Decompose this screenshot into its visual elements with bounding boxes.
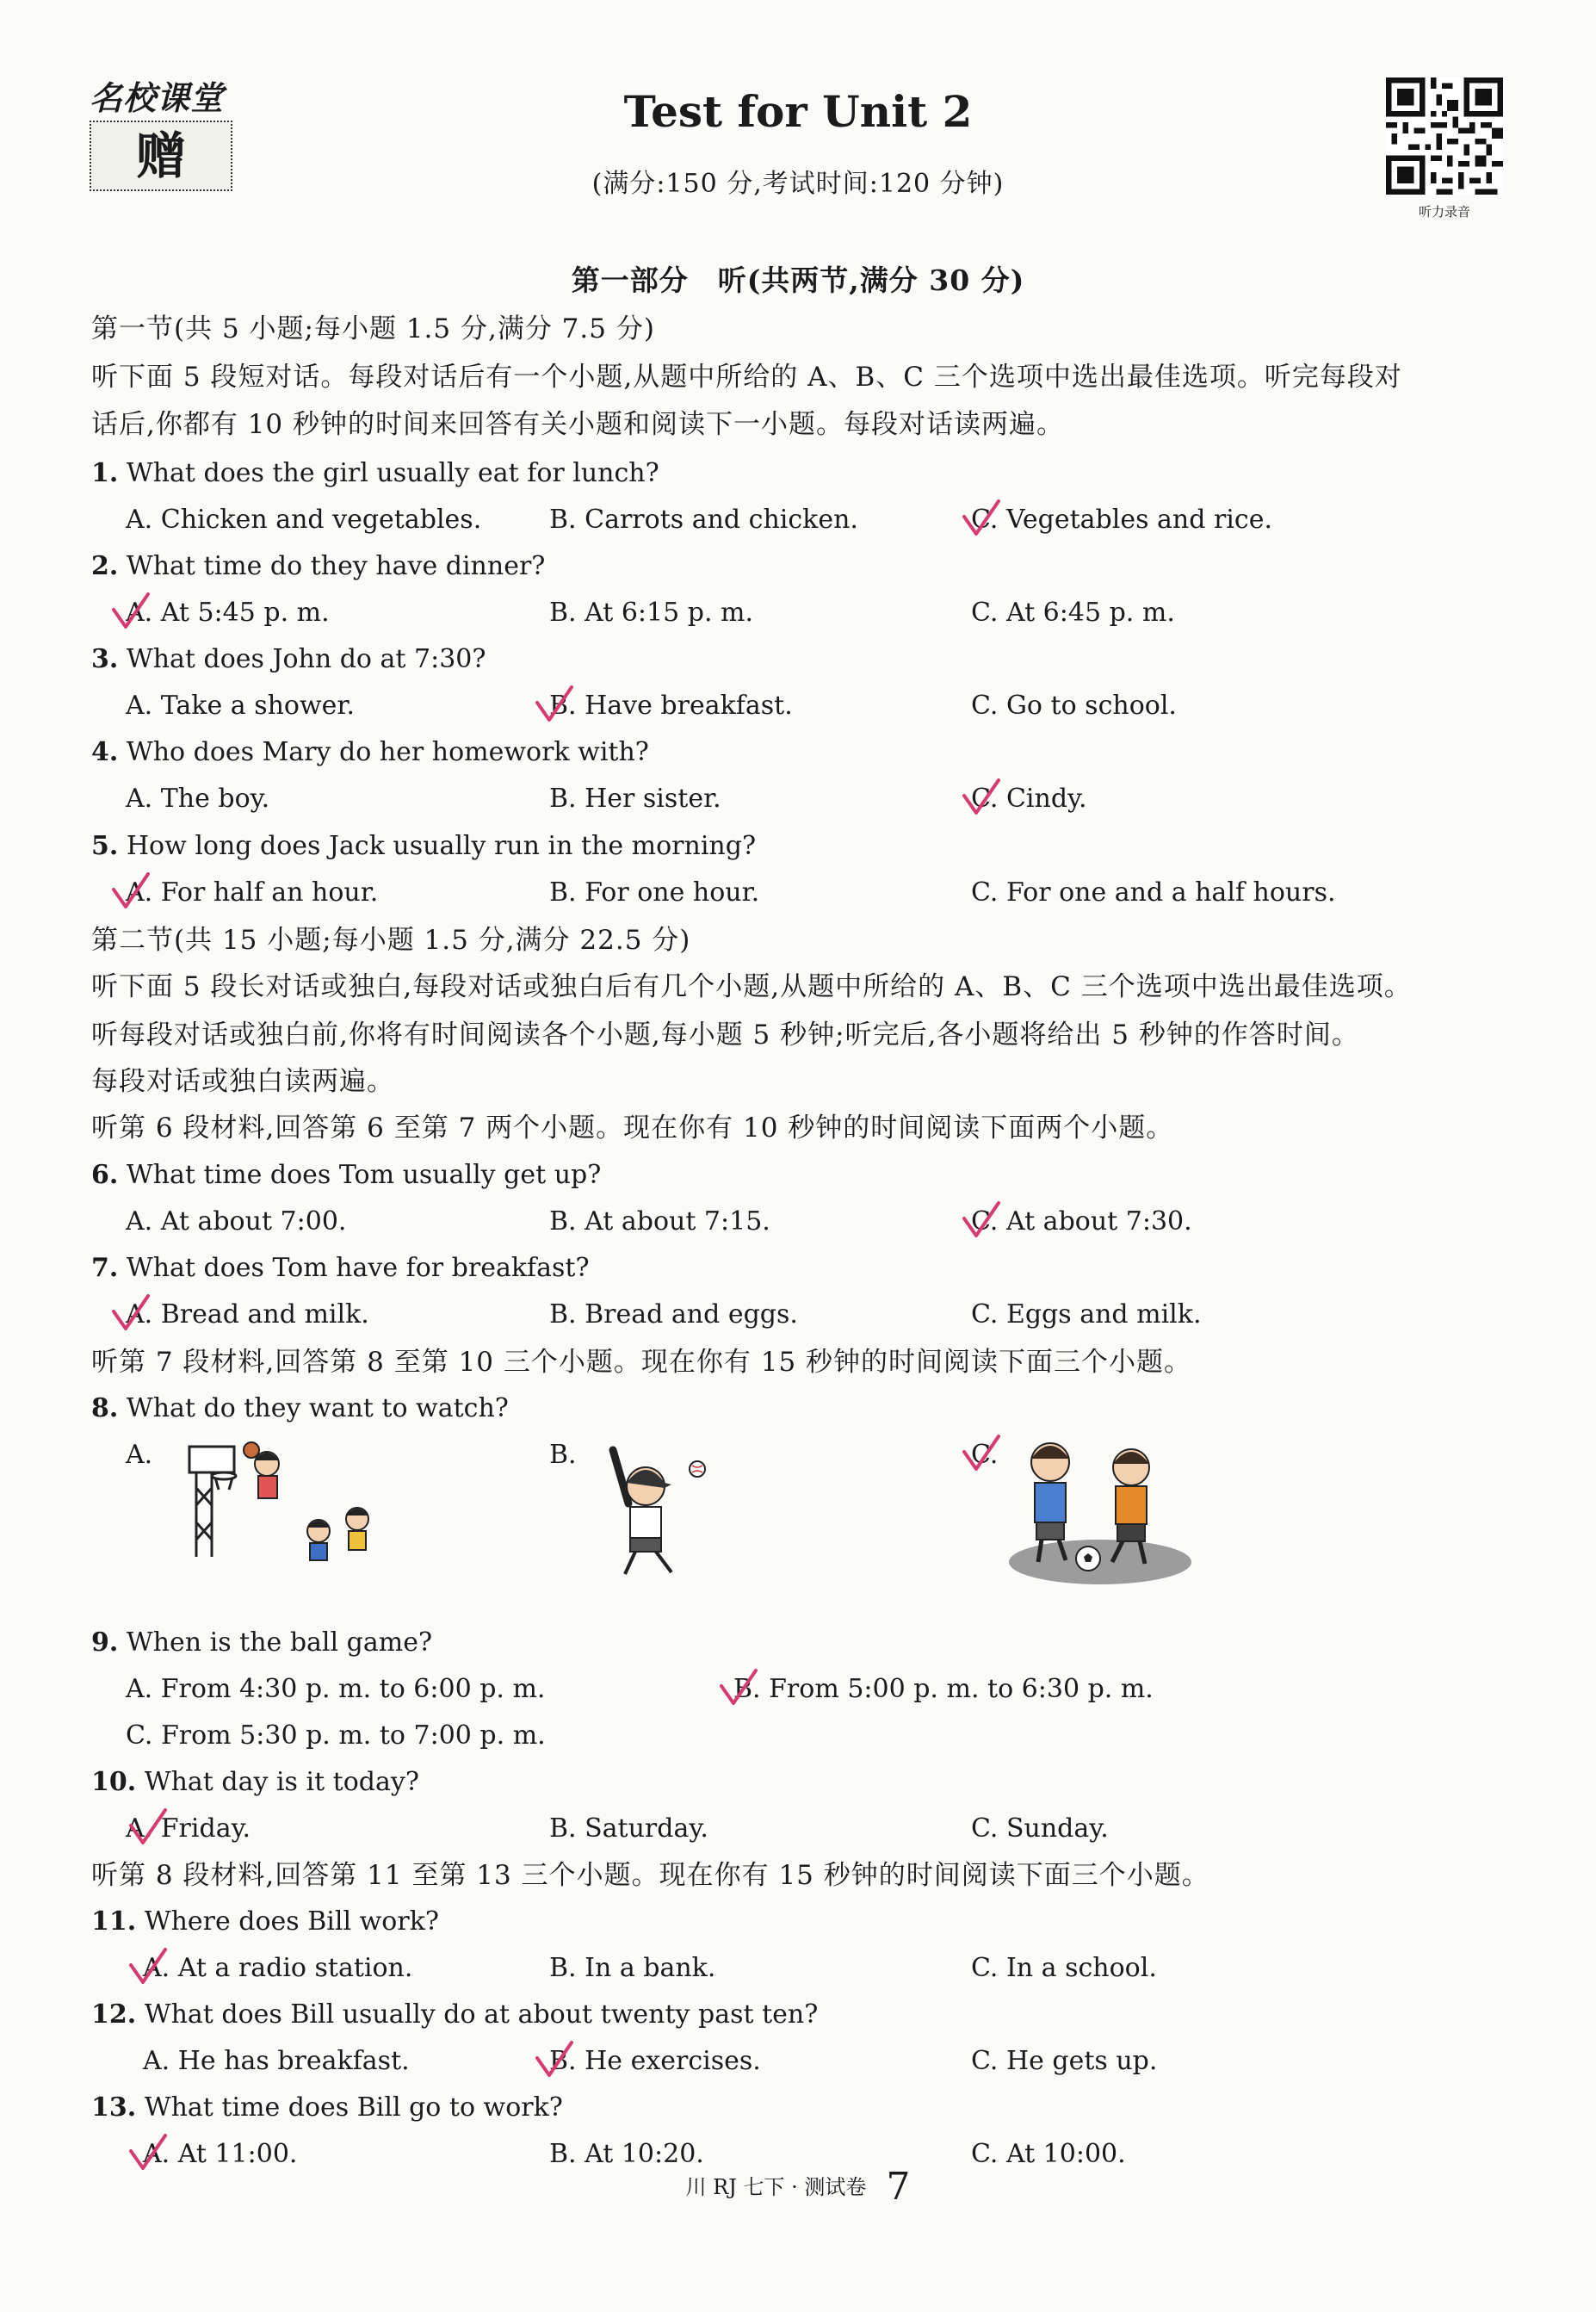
check-mark-icon [110,871,152,912]
material-7-intro: 听第 7 段材料,回答第 8 至第 10 三个小题。现在你有 15 秒钟的时间阅读下面三个小题。 [91,1347,1192,1378]
check-mark-icon [961,1199,1002,1241]
question-2: 2. What time do they have dinner? [91,551,546,581]
q5-option-c[interactable]: C. For one and a half hours. [971,877,1336,908]
check-mark-icon [127,1807,169,1848]
q12-option-b[interactable]: B. He exercises. [549,2046,761,2076]
question-7: 7. What does Tom have for breakfast? [91,1253,590,1283]
q2-option-b[interactable]: B. At 6:15 p. m. [549,598,754,628]
q6-option-c[interactable]: C. At about 7:30. [971,1206,1192,1237]
question-10: 10. What day is it today? [91,1767,419,1797]
q8-option-b[interactable]: B. [549,1440,577,1470]
footer-label: 川 RJ 七下 · 测试卷 [685,2175,867,2199]
check-mark-icon [534,2039,575,2080]
q13-option-c[interactable]: C. At 10:00. [971,2139,1126,2169]
q8-option-a[interactable]: A. [126,1440,153,1470]
q7-option-c[interactable]: C. Eggs and milk. [971,1299,1202,1330]
question-8: 8. What do they want to watch? [91,1393,509,1423]
q9-option-b[interactable]: B. From 5:00 p. m. to 6:30 p. m. [733,1674,1154,1704]
qr-code[interactable] [1386,77,1503,195]
page-title: Test for Unit 2 [623,86,973,137]
check-mark-icon [961,777,1002,818]
material-6-intro: 听第 6 段材料,回答第 6 至第 7 两个小题。现在你有 10 秒钟的时间阅读下面两个小题。 [91,1113,1174,1144]
q1-option-a[interactable]: A. Chicken and vegetables. [126,505,482,535]
page-footer [0,2165,1596,2209]
q8-option-c[interactable]: C. [971,1440,999,1470]
logo-top: 名校课堂 [90,79,225,117]
q11-option-c[interactable]: C. In a school. [971,1953,1157,1983]
q5-option-b[interactable]: B. For one hour. [549,877,760,908]
check-mark-icon [110,1292,152,1334]
question-13: 13. What time does Bill go to work? [91,2092,563,2123]
part1-heading: 第一部分 听(共两节,满分 30 分) [571,263,1025,297]
check-mark-icon [534,684,575,725]
q11-option-a[interactable]: A. At a radio station. [143,1953,413,1983]
page-subtitle: (满分:150 分,考试时间:120 分钟) [591,169,1005,199]
question-4: 4. Who does Mary do her homework with? [91,737,649,767]
q2-option-c[interactable]: C. At 6:45 p. m. [971,598,1175,628]
check-mark-icon [127,2132,169,2173]
check-mark-icon [127,1946,169,1987]
check-mark-icon [110,591,152,632]
q1-option-c[interactable]: C. Vegetables and rice. [971,505,1272,535]
q4-option-a[interactable]: A. The boy. [126,784,270,814]
q7-option-b[interactable]: B. Bread and eggs. [549,1299,798,1330]
q10-option-a[interactable]: A. Friday. [126,1813,251,1844]
page-number: 7 [886,2165,911,2209]
q2-option-a[interactable]: A. At 5:45 p. m. [126,598,330,628]
section2-heading: 第二节(共 15 小题;每小题 1.5 分,满分 22.5 分) [91,925,691,956]
q10-option-c[interactable]: C. Sunday. [971,1813,1109,1844]
basketball-illustration[interactable] [181,1436,379,1565]
q3-option-b[interactable]: B. Have breakfast. [549,691,793,721]
section1-instructions-line2: 话后,你都有 10 秒钟的时间来回答有关小题和阅读下一小题。每段对话读两遍。 [91,409,1065,440]
q7-option-a[interactable]: A. Bread and milk. [126,1299,369,1330]
qr-caption: 听力录音 [1418,204,1470,220]
q4-option-b[interactable]: B. Her sister. [549,784,721,814]
check-mark-icon [718,1667,759,1708]
q12-option-a[interactable]: A. He has breakfast. [143,2046,410,2076]
section1-instructions-line1: 听下面 5 段短对话。每段对话后有一个小题,从题中所给的 A、B、C 三个选项中选出最佳选项。听完每段对 [91,362,1402,393]
q3-option-c[interactable]: C. Go to school. [971,691,1177,721]
q13-option-a[interactable]: A. At 11:00. [143,2139,298,2169]
question-6: 6. What time does Tom usually get up? [91,1160,602,1190]
q1-option-b[interactable]: B. Carrots and chicken. [549,505,858,535]
section2-instructions-line2: 听每段对话或独白前,你将有时间阅读各个小题,每小题 5 秒钟;听完后,各小题将给出 5 秒钟的作答时间。 [91,1020,1359,1051]
q9-option-c[interactable]: C. From 5:30 p. m. to 7:00 p. m. [126,1720,546,1751]
material-8-intro: 听第 8 段材料,回答第 11 至第 13 三个小题。现在你有 15 秒钟的时间阅读下面三个小题。 [91,1860,1209,1891]
section2-instructions-line1: 听下面 5 段长对话或独白,每段对话或独白后有几个小题,从题中所给的 A、B、C 三个选项中选出最佳选项。 [91,971,1412,1002]
q6-option-a[interactable]: A. At about 7:00. [126,1206,347,1237]
q13-option-b[interactable]: B. At 10:20. [549,2139,704,2169]
q4-option-c[interactable]: C. Cindy. [971,784,1087,814]
check-mark-icon [961,498,1002,539]
q3-option-a[interactable]: A. Take a shower. [126,691,355,721]
q9-option-a[interactable]: A. From 4:30 p. m. to 6:00 p. m. [126,1674,546,1704]
soccer-illustration[interactable] [1005,1433,1195,1586]
section1-heading: 第一节(共 5 小题;每小题 1.5 分,满分 7.5 分) [91,313,655,344]
question-11: 11. Where does Bill work? [91,1906,439,1937]
q12-option-c[interactable]: C. He gets up. [971,2046,1158,2076]
section2-instructions-line3: 每段对话或独白读两遍。 [91,1066,394,1097]
q6-option-b[interactable]: B. At about 7:15. [549,1206,770,1237]
baseball-illustration[interactable] [594,1443,714,1581]
question-9: 9. When is the ball game? [91,1627,433,1658]
q10-option-b[interactable]: B. Saturday. [549,1813,708,1844]
question-3: 3. What does John do at 7:30? [91,644,486,674]
question-12: 12. What does Bill usually do at about twenty past ten? [91,1999,819,2030]
q11-option-b[interactable]: B. In a bank. [549,1953,716,1983]
q5-option-a[interactable]: A. For half an hour. [126,877,379,908]
logo-bottom: 赠 [135,127,186,185]
question-1: 1. What does the girl usually eat for lunch? [91,458,659,488]
check-mark-icon [961,1433,1002,1474]
question-5: 5. How long does Jack usually run in the morning? [91,831,757,861]
